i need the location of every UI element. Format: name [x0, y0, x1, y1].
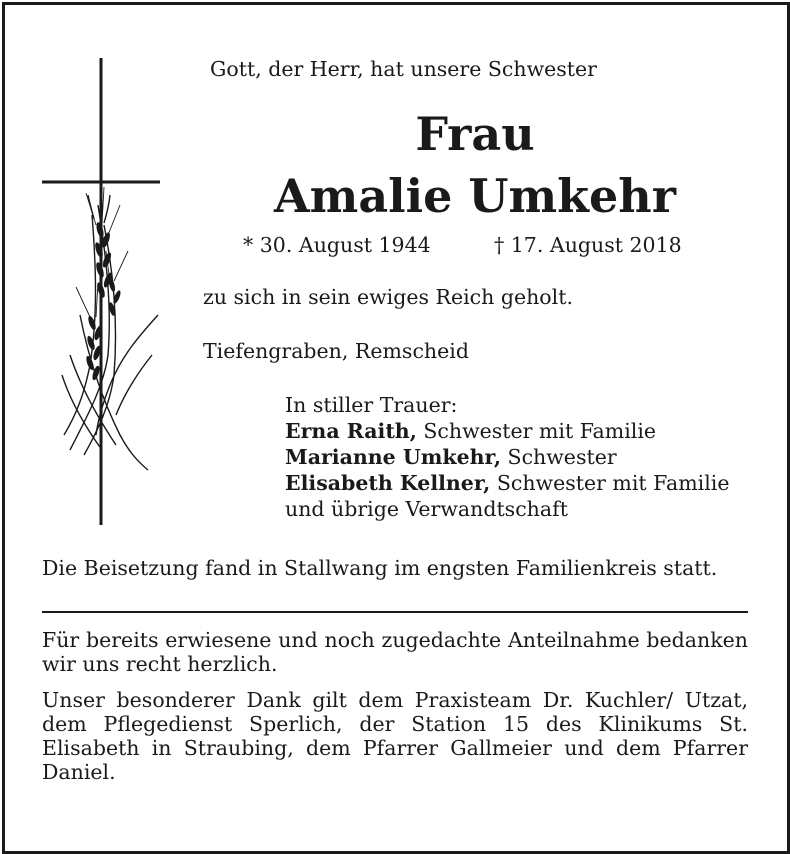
death-date: † 17. August 2018	[494, 233, 682, 257]
thanks-paragraph: Für bereits erwiesene und noch zugedachte Anteilnahme bedanken wir uns recht herzlich.	[42, 628, 748, 676]
deceased-name: Amalie Umkehr	[273, 169, 676, 223]
intro-line: Gott, der Herr, hat unsere Schwester	[210, 57, 597, 81]
divider	[42, 611, 748, 613]
birth-date: * 30. August 1944	[243, 233, 431, 257]
mourners-heading: In stiller Trauer:	[285, 393, 458, 417]
taken-home-line: zu sich in sein ewiges Reich geholt.	[203, 285, 573, 309]
title-salutation: Frau	[415, 107, 535, 161]
mourners-block	[285, 392, 729, 522]
mourner-entry	[285, 418, 729, 444]
mourner-name: Marianne Umkehr,	[285, 445, 502, 469]
special-thanks-paragraph: Unser besonderer Dank gilt dem Praxisteam Dr. Kuchler/ Utzat, dem Pflegedienst Sperlich, der Station 15 des Klinikums St. Elisabeth in Straubing, dem Pfarrer Gallmeier und dem Pfarrer Daniel.	[42, 688, 748, 784]
mourner-entry	[285, 470, 729, 496]
mourner-relation: Schwester mit Familie	[490, 471, 730, 495]
cross-with-wheat-icon	[40, 55, 165, 530]
location-line: Tiefengraben, Remscheid	[203, 339, 469, 363]
mourner-name: Erna Raith,	[285, 419, 417, 443]
mourner-name: Elisabeth Kellner,	[285, 471, 491, 495]
mourner-relation: Schwester	[501, 445, 617, 469]
mourners-others: und übrige Verwandtschaft	[285, 497, 568, 521]
mourner-relation: Schwester mit Familie	[416, 419, 657, 443]
mourner-entry	[285, 444, 729, 470]
burial-paragraph: Die Beisetzung fand in Stallwang im engsten Familienkreis statt.	[42, 556, 718, 580]
